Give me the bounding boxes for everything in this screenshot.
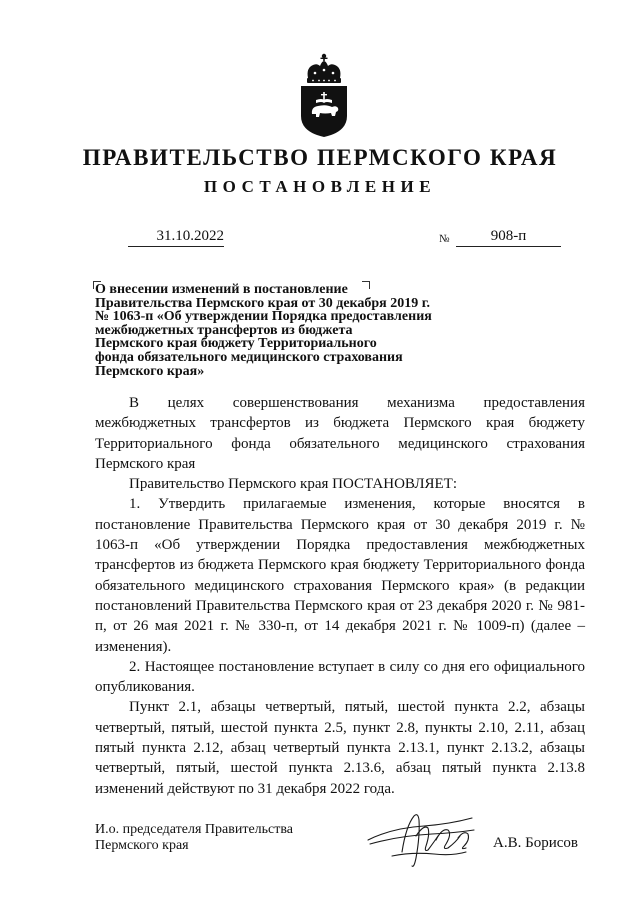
subject-line: фонда обязательного медицинского страхования [95, 349, 403, 365]
subject-line: Правительства Пермского края от 30 декабря 2019 г. [95, 295, 431, 311]
perm-krai-coat-of-arms-icon [298, 52, 350, 138]
signer-name: А.В. Борисов [493, 835, 578, 851]
body-paragraph: В целях совершенствования механизма предоставления межбюджетных трансфертов из бюджета Пермского края бюджету Территориального фонда обязательного медицинского страхования Пермского края [95, 395, 585, 472]
document-date: 31.10.2022 [128, 228, 224, 247]
body-paragraph: Правительство Пермского края ПОСТАНОВЛЯЕТ: [129, 476, 458, 493]
signer-position-line: И.о. председателя Правительства [95, 822, 294, 837]
body-paragraph: 1. Утвердить прилагаемые изменения, которые вносятся в постановление Правительства Пермского края от 30 декабря 2019 г. № 1063-п «Об утверждении Порядка предоставления межбюджетных трансфертов из бюджета Пермского края бюджету Территориального фонда обязательного медицинского страхования Пермского края» (в редакции постановлений Правительства Пермского края от 23 декабря 2020 г. № 981-п, от 26 мая 2021 г. № 330-п, от 14 декабря 2021 г. № 1009-п) (далее – изменения). [95, 496, 585, 655]
document-subject [95, 283, 475, 378]
subject-line: Пермского края» [95, 363, 205, 379]
subject-line: Пермского края бюджету Территориального [95, 336, 377, 352]
signer-position [95, 822, 293, 854]
document-body [95, 393, 585, 799]
signer-position-line: Пермского края [95, 838, 189, 853]
body-paragraph: 2. Настоящее постановление вступает в силу со дня его официального опубликования. [95, 658, 585, 696]
number-sign: № [439, 233, 450, 245]
handwritten-signature-icon [362, 806, 482, 874]
document-type: ПОСТАНОВЛЕНИЕ [203, 177, 437, 196]
body-paragraph: Пункт 2.1, абзацы четвертый, пятый, шестой пункта 2.2, абзацы четвертый, пятый, шестой пункта 2.5, пункт 2.8, пункты 2.10, 2.11, абзац пятый пункта 2.12, абзац четвертый пункта 2.13.1, пункт 2.13.2, абзацы четвертый, пятый, шестой пункта 2.13.6, абзац пятый пункта 2.13.8 изменений действуют по 31 декабря 2022 года. [95, 699, 585, 797]
document-number: 908-п [456, 228, 561, 247]
organization-title: ПРАВИТЕЛЬСТВО ПЕРМСКОГО КРАЯ [82, 145, 558, 170]
subject-line: О внесении изменений в постановление [95, 282, 348, 297]
subject-line: межбюджетных трансфертов из бюджета [95, 322, 353, 338]
subject-line: № 1063-п «Об утверждении Порядка предоставления [95, 309, 432, 325]
